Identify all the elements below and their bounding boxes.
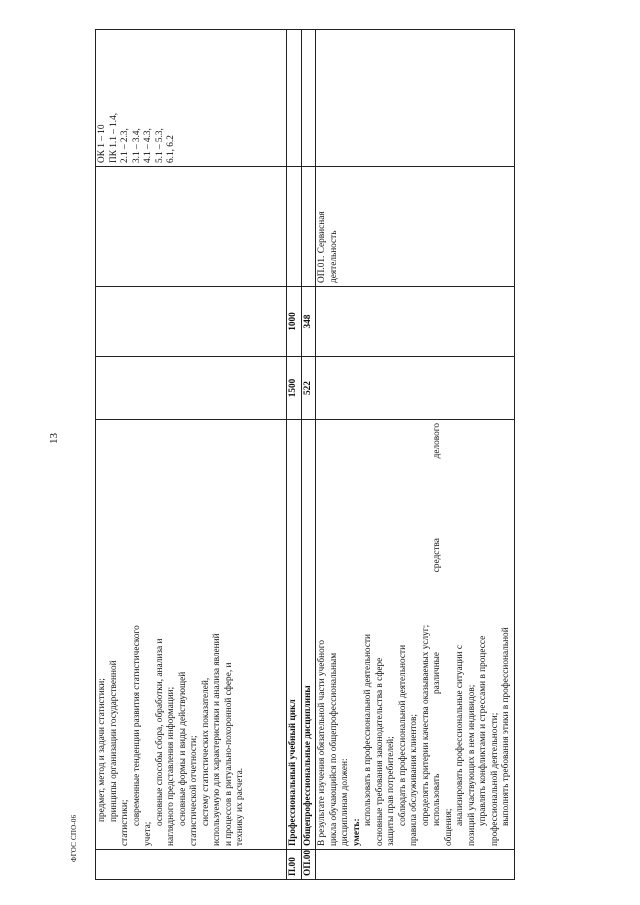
cell-discipline: ОП.01. Сервисная деятельность bbox=[316, 167, 515, 287]
cell-code: П.00 bbox=[287, 850, 302, 880]
content-line: профессиональной деятельности; bbox=[489, 712, 500, 846]
table-row-general-professional bbox=[301, 30, 316, 880]
cell-content bbox=[316, 420, 515, 850]
competency-item: 5.1 – 5.3, bbox=[154, 128, 165, 163]
cell-competencies bbox=[301, 30, 316, 167]
content-line: современные тенденции развития статистического bbox=[131, 625, 142, 826]
content-line: правила обслуживания клиентов; bbox=[409, 713, 419, 846]
content-line: определять критерии качества оказываемых услуг; bbox=[420, 624, 431, 826]
competency-item: 2.1 – 2.3, bbox=[120, 128, 130, 163]
content-line: наглядного представления информации; bbox=[166, 686, 176, 846]
cell-discipline bbox=[301, 167, 316, 287]
table-row-statistics bbox=[96, 30, 287, 880]
competency-item: ПК 1.1 – 1.4, bbox=[108, 112, 119, 163]
cell-hours-max: 1500 bbox=[287, 357, 302, 420]
cell-discipline bbox=[96, 167, 287, 287]
content-line: позиций участвующих в нем индивидов; bbox=[466, 684, 477, 846]
cell-hours-mandatory: 1000 bbox=[287, 287, 302, 357]
cell-code bbox=[316, 850, 515, 880]
content-line: статистики; bbox=[120, 799, 130, 846]
content-line: предмет, метод и задачи статистики; bbox=[97, 678, 107, 822]
cell-content bbox=[96, 420, 287, 850]
content-line: и процессов в ритуально-похоронной сфере, и bbox=[223, 662, 234, 846]
cell-competencies bbox=[316, 30, 515, 167]
content-line: учета; bbox=[143, 821, 153, 846]
footer-code: ФГОС СПО-06 bbox=[70, 814, 78, 862]
cell-code bbox=[96, 850, 287, 880]
content-line: основные формы и виды действующей bbox=[177, 671, 188, 826]
cell-title: Общепрофессиональные дисциплины bbox=[301, 420, 316, 850]
cell-discipline bbox=[287, 167, 302, 287]
content-line: цикла обучающийся по общепрофессиональным bbox=[328, 652, 339, 846]
content-line: основные требования законодательства в сфере bbox=[374, 657, 385, 846]
cell-competencies bbox=[96, 30, 287, 167]
content-line: В результате изучения обязательной части учебного bbox=[317, 640, 327, 846]
cell-hours-mandatory: 348 bbox=[301, 287, 316, 357]
curriculum-table bbox=[95, 29, 515, 880]
content-line: выполнять требования этики в профессиональной bbox=[501, 627, 511, 826]
cell-code: ОП.00 bbox=[301, 850, 316, 880]
table-row-professional-cycle bbox=[287, 30, 302, 880]
page-number: 13 bbox=[48, 433, 60, 444]
table-row-service-activity bbox=[316, 30, 515, 880]
cell-hours-max bbox=[316, 357, 515, 420]
content-line: соблюдать в профессиональной деятельности bbox=[397, 644, 408, 826]
cell-title: Профессиональный учебный цикл bbox=[287, 420, 302, 850]
content-line: принципы организации государственной bbox=[108, 660, 119, 822]
content-line: технику их расчета. bbox=[235, 767, 245, 846]
content-line: использовать различные средства делового bbox=[432, 423, 442, 826]
competency-item: 6.1, 6.2 bbox=[166, 135, 176, 163]
competency-item: 4.1 – 4.3, bbox=[143, 128, 153, 163]
cell-hours-mandatory bbox=[316, 287, 515, 357]
cell-hours-max: 522 bbox=[301, 357, 316, 420]
content-line: использовать в профессиональной деятельности bbox=[363, 634, 373, 826]
content-line: защиты прав потребителей; bbox=[386, 736, 396, 846]
content-line: дисциплинам должен: bbox=[340, 758, 350, 846]
competency-item: ОК 1 – 10 bbox=[97, 124, 107, 163]
cell-competencies bbox=[287, 30, 302, 167]
content-line: статистической отчетности; bbox=[189, 735, 199, 846]
content-line: управлять конфликтами и стрессами в процессе bbox=[478, 635, 488, 826]
content-line: уметь: bbox=[351, 818, 362, 846]
content-line: общения; bbox=[443, 808, 454, 846]
cell-hours-max bbox=[96, 357, 287, 420]
cell-hours-mandatory bbox=[96, 287, 287, 357]
rotated-curriculum-table bbox=[95, 30, 550, 880]
competency-item: 3.1 – 3.4, bbox=[131, 128, 142, 163]
content-line: систему статистических показателей, bbox=[200, 677, 211, 826]
content-line: анализировать профессиональные ситуации с bbox=[455, 645, 465, 826]
content-line: основные способы сбора, обработки, анализа и bbox=[154, 638, 165, 826]
content-line: используемую для характеристики и анализа явлений bbox=[212, 633, 222, 846]
